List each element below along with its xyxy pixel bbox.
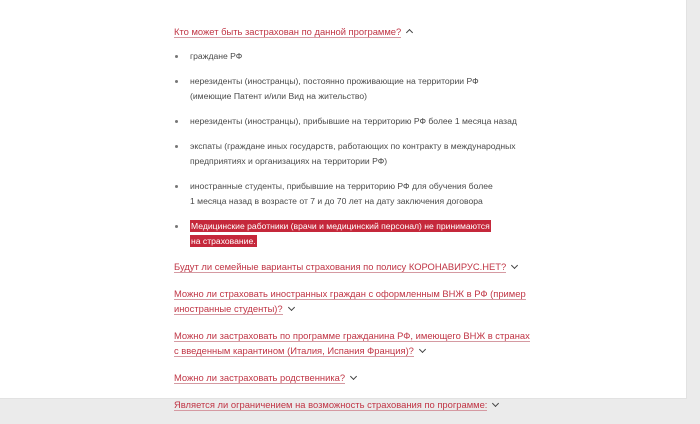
chevron-down-icon[interactable] xyxy=(492,400,499,407)
faq-answer-list xyxy=(174,49,534,249)
faq-item-relatives xyxy=(174,370,534,385)
bullet-icon xyxy=(175,145,178,148)
faq-section xyxy=(174,24,534,424)
faq-question-text[interactable]: Можно ли застраховать по программе гражданина РФ, имеющего ВНЖ в странах xyxy=(174,330,530,341)
list-item: граждане РФ xyxy=(174,49,534,64)
faq-question-toggle[interactable] xyxy=(174,328,534,358)
chevron-down-icon[interactable] xyxy=(419,346,426,353)
faq-question-text[interactable]: Является ли ограничением на возможность страхования по программе: xyxy=(174,399,488,410)
chevron-down-icon[interactable] xyxy=(511,262,518,269)
bullet-icon xyxy=(175,80,178,83)
list-item: нерезиденты (иностранцы), прибывшие на территорию РФ более 1 месяца назад xyxy=(174,114,534,129)
faq-question-toggle[interactable] xyxy=(174,370,534,385)
chevron-down-icon[interactable] xyxy=(288,304,295,311)
faq-question-toggle[interactable] xyxy=(174,259,534,274)
highlighted-text: на страхование. xyxy=(191,236,256,246)
faq-question-text[interactable]: Можно ли страховать иностранных граждан с оформленным ВНЖ в РФ (пример xyxy=(174,288,526,299)
bullet-icon xyxy=(175,225,178,228)
faq-question-toggle[interactable] xyxy=(174,397,534,412)
chevron-down-icon[interactable] xyxy=(350,373,357,380)
faq-question-toggle[interactable] xyxy=(174,286,534,316)
faq-item-family-options xyxy=(174,259,534,274)
bullet-icon xyxy=(175,120,178,123)
highlighted-text: Медицинские работники (врачи и медицинский персонал) не принимаются xyxy=(191,221,490,231)
faq-question-text[interactable]: Можно ли застраховать родственника? xyxy=(174,372,346,383)
faq-question-text[interactable]: Кто может быть застрахован по данной программе? xyxy=(174,26,402,37)
bullet-icon xyxy=(175,55,178,58)
list-item: нерезиденты (иностранцы), постоянно проживающие на территории РФ (имеющие Патент и/или Вид на жительство) xyxy=(174,74,534,104)
list-item: экспаты (граждане иных государств, работающих по контракту в международных предприятиях и организациях на территории РФ) xyxy=(174,139,534,169)
faq-item-who-can-be-insured xyxy=(174,24,534,249)
chevron-up-icon[interactable] xyxy=(406,29,413,36)
faq-question-toggle[interactable] xyxy=(174,24,534,39)
faq-item-foreign-residents xyxy=(174,286,534,316)
list-item-highlighted xyxy=(174,219,534,249)
faq-question-text[interactable]: Будут ли семейные варианты страхования по полису КОРОНАВИРУС.НЕТ? xyxy=(174,261,507,272)
faq-item-restrictions xyxy=(174,397,534,412)
faq-item-quarantine-countries xyxy=(174,328,534,358)
faq-question-text[interactable]: иностранные студенты)? xyxy=(174,303,283,314)
bullet-icon xyxy=(175,185,178,188)
faq-question-text[interactable]: с введенным карантином (Италия, Испания Франция)? xyxy=(174,345,414,356)
list-item: иностранные студенты, прибывшие на территорию РФ для обучения более 1 месяца назад в возрасте от 7 и до 70 лет на дату заключения договора xyxy=(174,179,534,209)
